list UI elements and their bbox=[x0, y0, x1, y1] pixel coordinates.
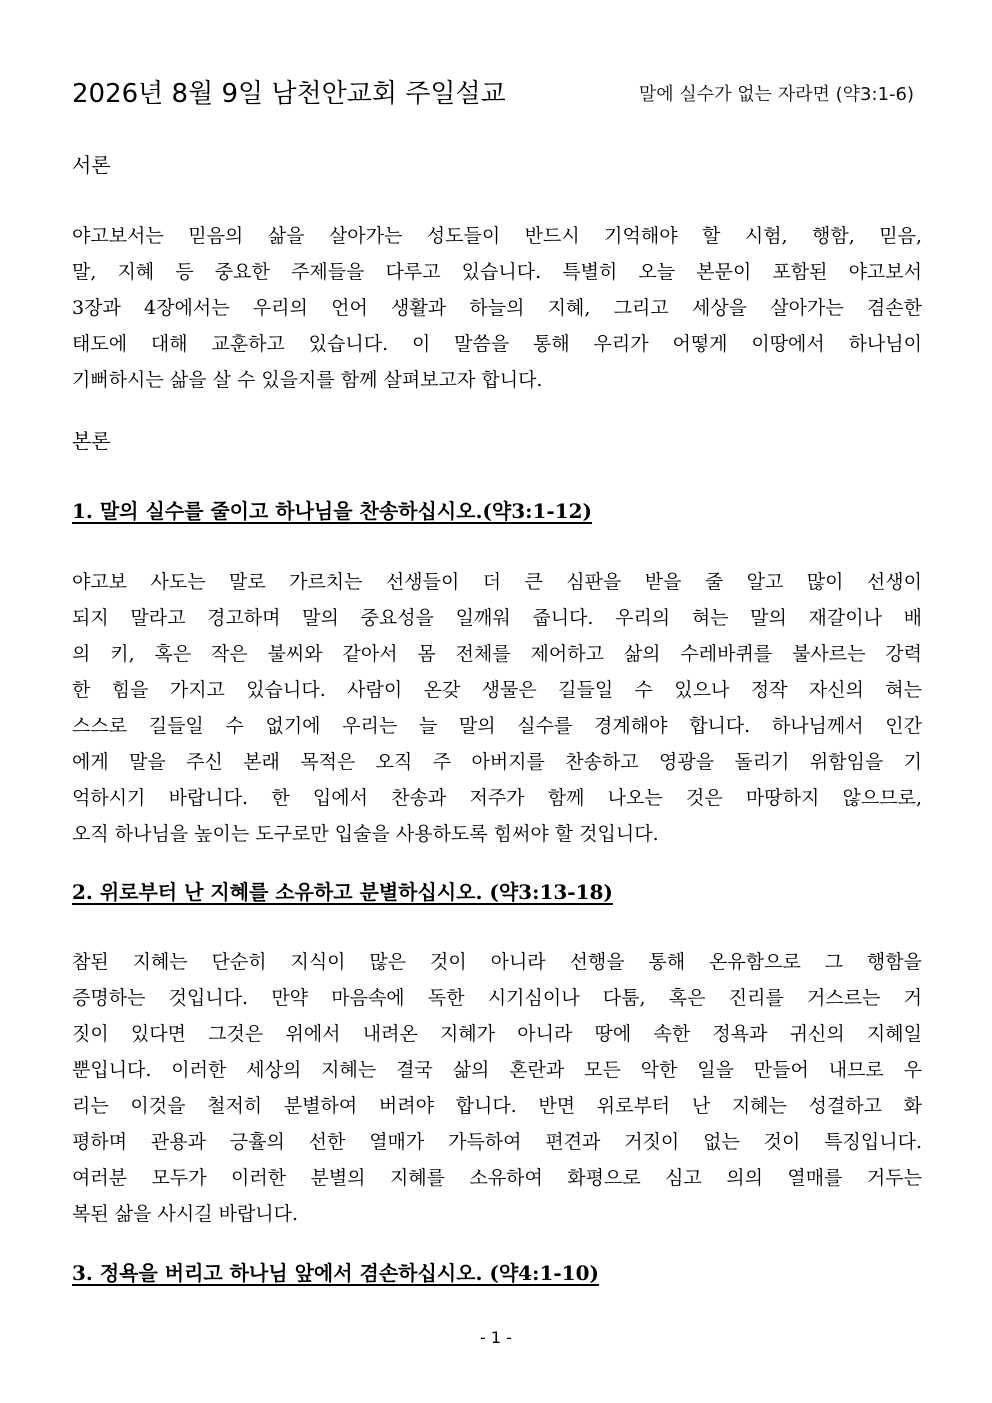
paragraph-line: 에게 말을 주신 본래 목적은 오직 주 아버지를 찬송하고 영광을 돌리기 위함임을 기 bbox=[72, 751, 922, 773]
sermon-subtitle: 말에 실수가 없는 자라면 (약3:1-6) bbox=[638, 84, 914, 105]
paragraph-line: 평하며 관용과 긍휼의 선한 열매가 가득하여 편견과 거짓이 없는 것이 특징입니다. bbox=[72, 1131, 922, 1153]
paragraph-line: 의 키, 혹은 작은 불씨와 같아서 몸 전체를 제어하고 삶의 수레바퀴를 불사르는 강력 bbox=[72, 643, 922, 665]
paragraph-line: 증명하는 것입니다. 만약 마음속에 독한 시기심이나 다툼, 혹은 진리를 거스르는 거 bbox=[72, 987, 922, 1009]
paragraph-line: 되지 말라고 경고하며 말의 중요성을 일깨워 줍니다. 우리의 혀는 말의 재갈이나 배 bbox=[72, 607, 922, 629]
paragraph-line: 한 힘을 가지고 있습니다. 사람이 온갖 생물은 길들일 수 있으나 정작 자신의 혀는 bbox=[72, 679, 922, 701]
paragraph-line: 3장과 4장에서는 우리의 언어 생활과 하늘의 지혜, 그리고 세상을 살아가는 겸손한 bbox=[72, 297, 922, 319]
section-heading-1: 1. 말의 실수를 줄이고 하나님을 찬송하십시오.(약3:1-12) bbox=[72, 499, 593, 523]
section-heading-3: 3. 정욕을 버리고 하나님 앞에서 겸손하십시오. (약4:1-10) bbox=[72, 1261, 599, 1285]
section-paragraph-2 bbox=[72, 944, 922, 1232]
section-heading-2: 2. 위로부터 난 지혜를 소유하고 분별하십시오. (약3:13-18) bbox=[72, 880, 613, 904]
paragraph-line: 태도에 대해 교훈하고 있습니다. 이 말씀을 통해 우리가 어떻게 이땅에서 하나님이 bbox=[72, 333, 922, 355]
paragraph-line: 참된 지혜는 단순히 지식이 많은 것이 아니라 선행을 통해 온유함으로 그 행함을 bbox=[72, 951, 922, 973]
paragraph-line: 스스로 길들일 수 없기에 우리는 늘 말의 실수를 경계해야 합니다. 하나님께서 인간 bbox=[72, 715, 922, 737]
intro-paragraph bbox=[72, 218, 922, 398]
paragraph-line: 뿐입니다. 이러한 세상의 지혜는 결국 삶의 혼란과 모든 악한 일을 만들어 내므로 우 bbox=[72, 1059, 922, 1081]
intro-label: 서론 bbox=[72, 153, 111, 177]
paragraph-line: 야고보 사도는 말로 가르치는 선생들이 더 큰 심판을 받을 줄 알고 많이 선생이 bbox=[72, 571, 922, 593]
paragraph-line: 오직 하나님을 높이는 도구로만 입술을 사용하도록 힘써야 할 것입니다. bbox=[72, 823, 659, 845]
body-label: 본론 bbox=[72, 429, 111, 453]
paragraph-line: 야고보서는 믿음의 삶을 살아가는 성도들이 반드시 기억해야 할 시험, 행함, 믿음, bbox=[72, 225, 922, 247]
paragraph-line: 복된 삶을 사시길 바랍니다. bbox=[72, 1203, 299, 1225]
section-paragraph-1 bbox=[72, 564, 922, 852]
paragraph-line: 여러분 모두가 이러한 분별의 지혜를 소유하여 화평으로 심고 의의 열매를 거두는 bbox=[72, 1167, 922, 1189]
paragraph-line: 말, 지혜 등 중요한 주제들을 다루고 있습니다. 특별히 오늘 본문이 포함된 야고보서 bbox=[72, 261, 922, 283]
page-title: 2026년 8월 9일 남천안교회 주일설교 bbox=[72, 79, 506, 109]
paragraph-line: 리는 이것을 철저히 분별하여 버려야 합니다. 반면 위로부터 난 지혜는 성결하고 화 bbox=[72, 1095, 922, 1117]
paragraph-line: 짓이 있다면 그것은 위에서 내려온 지혜가 아니라 땅에 속한 정욕과 귀신의 지혜일 bbox=[72, 1023, 922, 1045]
paragraph-line: 기뻐하시는 삶을 살 수 있을지를 함께 살펴보고자 합니다. bbox=[72, 369, 543, 391]
page-number: - 1 - bbox=[480, 1328, 512, 1347]
paragraph-line: 억하시기 바랍니다. 한 입에서 찬송과 저주가 함께 나오는 것은 마땅하지 않으므로, bbox=[72, 787, 922, 809]
